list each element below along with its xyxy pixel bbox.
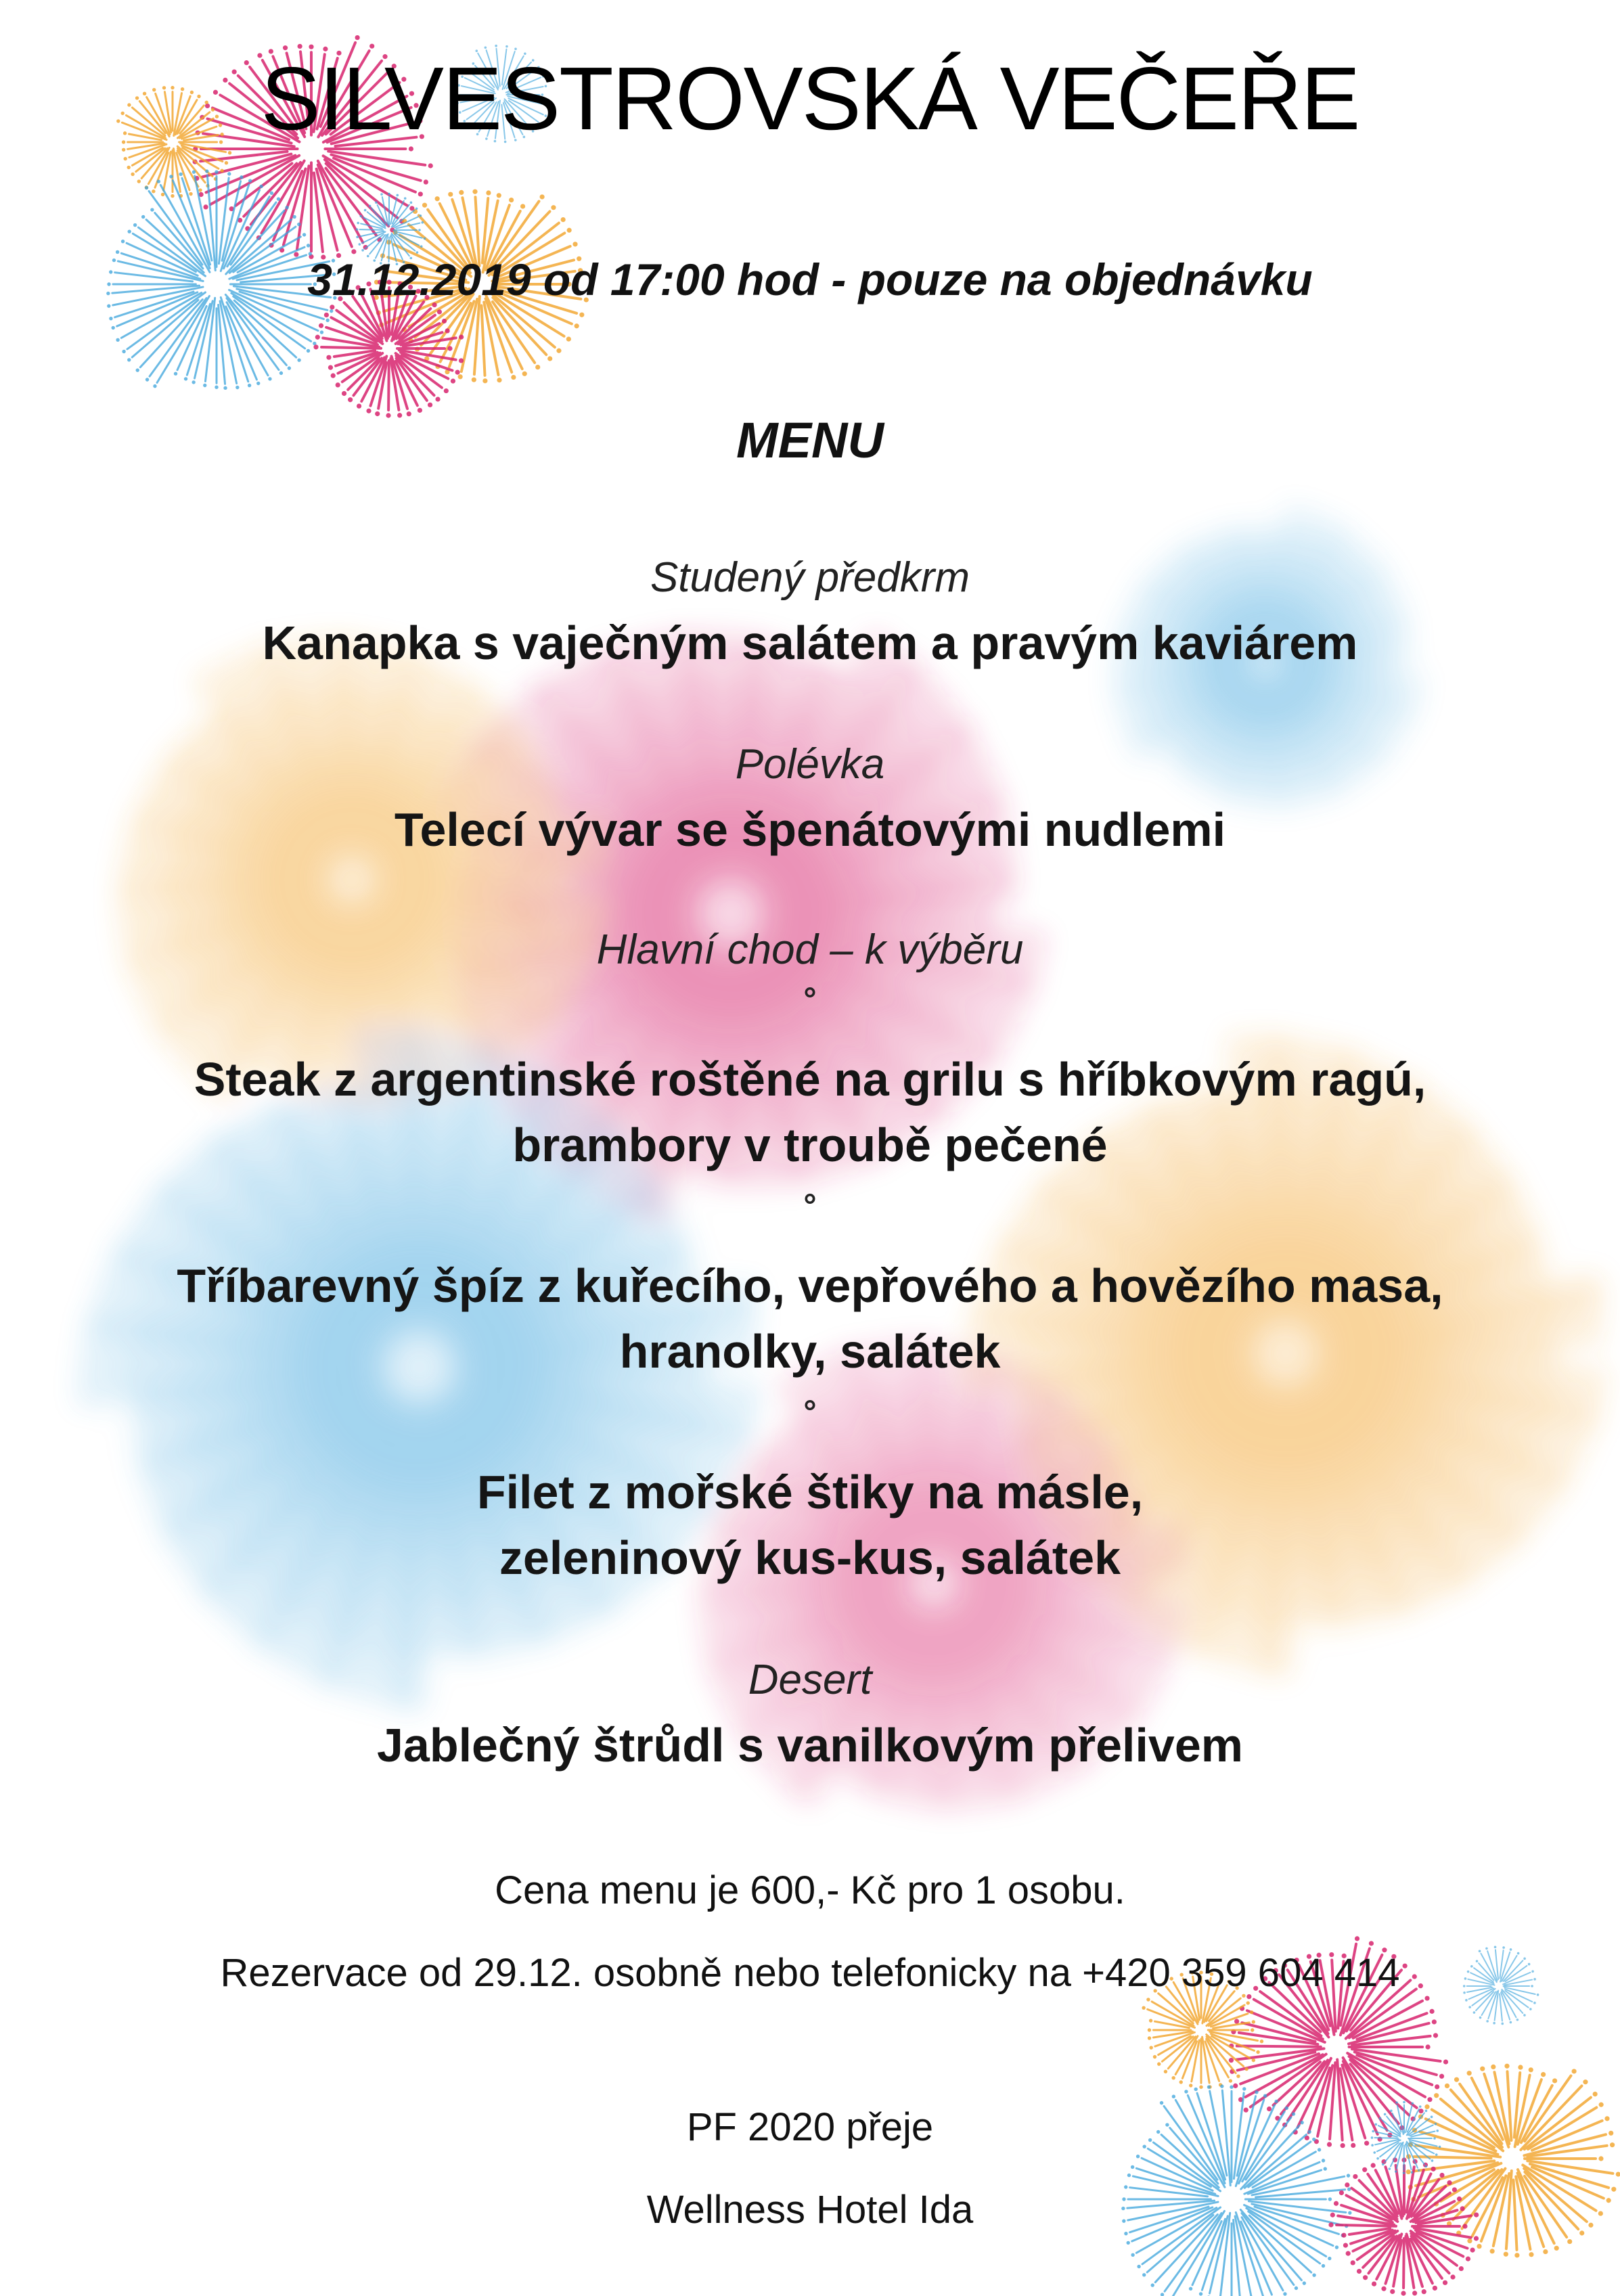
course-label-main: Hlavní chod – k výběru: [596, 926, 1024, 973]
dish-starter: Kanapka s vaječným salátem a pravým kaviárem: [262, 616, 1358, 669]
price-line: Cena menu je 600,- Kč pro 1 osobu.: [495, 1868, 1125, 1912]
reservation-line: Rezervace od 29.12. osobně nebo telefonicky na +420 359 604 414: [220, 1951, 1400, 1995]
main-option-2-line2: hranolky, salátek: [619, 1325, 1001, 1378]
page-title: SILVESTROVSKÁ VEČEŘE: [261, 49, 1359, 148]
dish-soup: Telecí vývar se špenátovými nudlemi: [394, 803, 1226, 856]
option-bullet: °: [803, 1188, 817, 1224]
main-option-3-line1: Filet z mořské štiky na másle,: [476, 1466, 1144, 1518]
option-bullet: °: [803, 982, 817, 1018]
event-date: 31.12.2019 od 17:00 hod - pouze na objednávku: [307, 254, 1313, 305]
option-bullet: °: [803, 1395, 817, 1431]
main-option-1-line2: brambory v troubě pečené: [512, 1119, 1108, 1171]
main-option-3-line2: zeleninový kus-kus, salátek: [499, 1531, 1121, 1584]
greeting-line: PF 2020 přeje: [686, 2105, 934, 2149]
dish-dessert: Jablečný štrůdl s vanilkovým přelivem: [376, 1719, 1244, 1772]
main-option-2-line1: Tříbarevný špíz z kuřecího, vepřového a hovězího masa,: [177, 1259, 1443, 1312]
main-option-1-line1: Steak z argentinské roštěné na grilu s hříbkovým ragú,: [194, 1053, 1426, 1106]
menu-heading: MENU: [736, 412, 884, 468]
course-label-soup: Polévka: [735, 741, 885, 788]
course-label-starter: Studený předkrm: [650, 554, 970, 601]
hotel-name: Wellness Hotel Ida: [646, 2188, 974, 2232]
course-label-dessert: Desert: [748, 1657, 872, 1703]
